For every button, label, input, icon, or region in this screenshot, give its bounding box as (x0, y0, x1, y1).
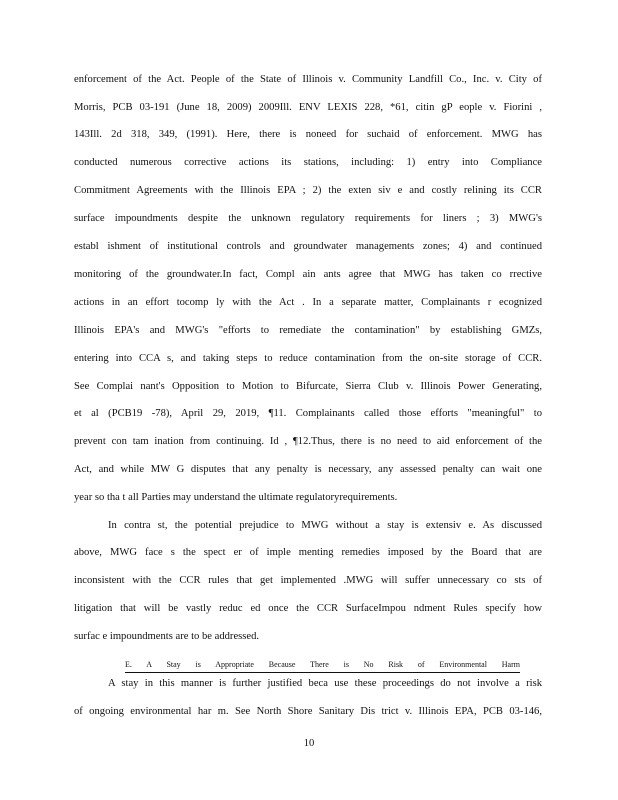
text-line: et al (PCB19 -78), April 29, 2019, ¶11. Complainants called those efforts "meaningful" to (74, 408, 542, 419)
text-line: In contra st, the potential prejudice to MWG without a stay is extensiv e. As discussed (108, 520, 542, 531)
text-line: surface impoundments despite the unknown regulatory requirements for liners ; 3) MWG's (74, 213, 542, 224)
text-line: Morris, PCB 03-191 (June 18, 2009) 2009Ill. ENV LEXIS 228, *61, citin gP eople v. Fiorini , (74, 102, 542, 113)
text-line: surfac e impoundments are to be addressed. (74, 631, 260, 642)
text-line: prevent con tam ination from continuing. Id , ¶12.Thus, there is no need to aid enforcement of the (74, 436, 542, 447)
text-line: A stay in this manner is further justified beca use these proceedings do not involve a risk (108, 678, 542, 689)
text-line: actions in an effort tocomp ly with the Act . In a separate matter, Complainants r ecognized (74, 297, 542, 308)
text-line: 143Ill. 2d 318, 349, (1991). Here, there is noneed for suchaid of enforcement. MWG has (74, 129, 542, 140)
text-line: Commitment Agreements with the Illinois EPA ; 2) the exten siv e and costly relining its CCR (74, 185, 542, 196)
text-line: enforcement of the Act. People of the State of Illinois v. Community Landfill Co., Inc. v. City of (74, 74, 542, 85)
text-line: year so tha t all Parties may understand the ultimate regulatoryrequirements. (74, 492, 398, 503)
page-number: 10 (303, 738, 315, 749)
text-line: of ongoing environmental har m. See North Shore Sanitary Dis trict v. Illinois EPA, PCB 03-146, (74, 706, 542, 717)
text-line: establ ishment of institutional controls and groundwater managements zones; 4) and continued (74, 241, 542, 252)
text-line: See Complai nant's Opposition to Motion to Bifurcate, Sierra Club v. Illinois Power Generating, (74, 381, 542, 392)
section-heading: E. A Stay is Appropriate Because There is No Risk of Environmental Harm (125, 659, 520, 673)
text-line: inconsistent with the CCR rules that get implemented .MWG will suffer unnecessary co sts of (74, 575, 542, 586)
text-line: conducted numerous corrective actions its stations, including: 1) entry into Compliance (74, 157, 542, 168)
text-line: litigation that will be vastly reduc ed once the CCR SurfaceImpou ndment Rules specify how (74, 603, 542, 614)
text-line: monitoring of the groundwater.In fact, Compl ain ants agree that MWG has taken co rrective (74, 269, 542, 280)
text-line: entering into CCA s, and taking steps to reduce contamination from the on-site storage of CCR. (74, 353, 542, 364)
text-line: Illinois EPA's and MWG's "efforts to remediate the contamination" by establishing GMZs, (74, 325, 542, 336)
text-line: above, MWG face s the spect er of imple menting remedies imposed by the Board that are (74, 547, 542, 558)
text-line: Act, and while MW G disputes that any penalty is necessary, any assessed penalty can wait one (74, 464, 542, 475)
